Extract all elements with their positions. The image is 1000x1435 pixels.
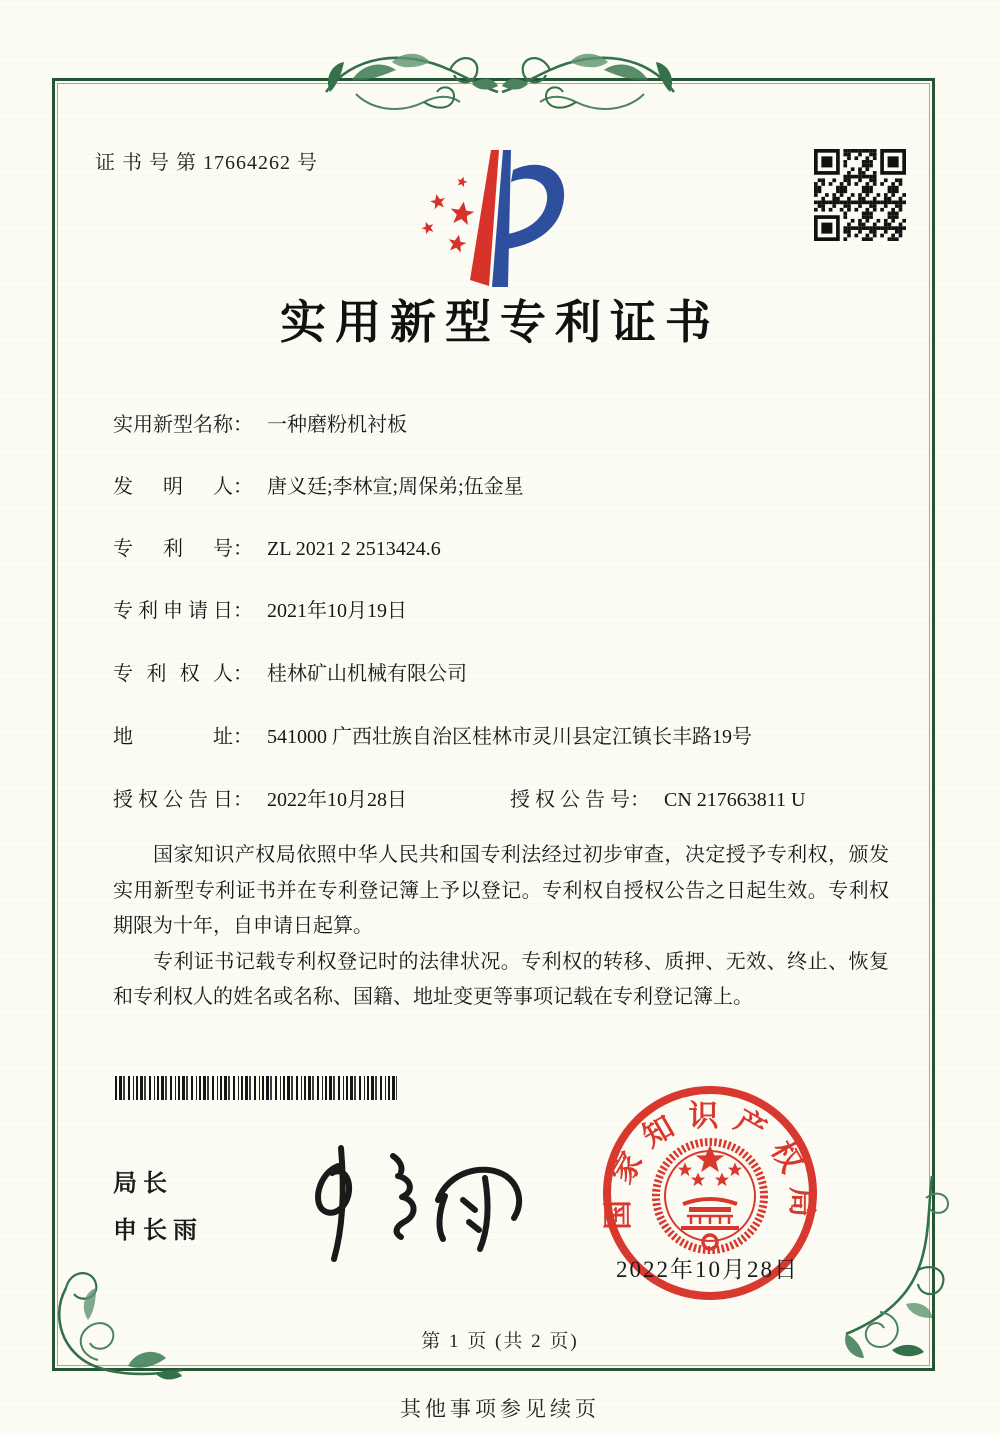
handwritten-signature-icon [262,1138,532,1266]
field-row-patentee: 专 利 权 人 ： 桂林矿山机械有限公司 [113,657,899,687]
field-label: 授 权 公 告 号 [510,789,630,811]
cnipa-patent-logo-icon [402,146,572,291]
field-label: 专 利 申 请 日 [113,600,233,622]
qr-code-icon [814,149,906,241]
field-label: 发 明 人 [113,476,233,498]
bottom-left-corner-ornament-icon [36,1262,186,1384]
director-block [113,1160,203,1254]
continuation-note: 其他事项参见续页 [400,1397,600,1421]
seal-date: 2022年10月28日 [616,1257,799,1282]
legal-paragraph-1: 国家知识产权局依照中华人民共和国专利法经过初步审查，决定授予专利权，颁发实用新型专利证书并在专利登记簿上予以登记。专利权自授权公告之日起生效。专利权期限为十年，自申请日起算。 [113,844,889,937]
field-value: 2021年10月19日 [267,600,407,622]
legal-text [113,838,889,1016]
field-value: 541000 广西壮族自治区桂林市灵川县定江镇长丰路19号 [267,726,752,748]
barcode-icon [115,1076,397,1100]
grant-number-pair: 授 权 公 告 号 ： CN 217663811 U [510,783,805,812]
field-row-filing-date: 专 利 申 请 日 ： 2021年10月19日 [113,594,899,624]
field-row-grant: 授 权 公 告 日 ： 2022年10月28日 授 权 公 告 号 ： CN 217663811 U [113,783,899,813]
field-row-patent-no: 专 利 号 ： ZL 2021 2 2513424.6 [113,532,899,562]
director-title: 局长 [113,1170,173,1197]
field-label: 地 址 [113,726,233,748]
field-label: 专 利 号 [113,538,233,560]
page-number: 第 1 页 (共 2 页) [421,1331,579,1352]
top-border-ornament-icon [322,40,678,126]
field-value: CN 217663811 U [664,789,806,811]
seal-text: 国家知识产权局 [601,1100,819,1231]
field-value: 桂林矿山机械有限公司 [267,663,467,685]
field-row-address: 地 址 ： 541000 广西壮族自治区桂林市灵川县定江镇长丰路19号 [113,720,899,750]
field-value: ZL 2021 2 2513424.6 [267,538,441,560]
field-row-inventors: 发 明 人 ： 唐义廷;李林宣;周保弟;伍金星 [113,470,899,500]
certificate-title: 实用新型专利证书 [280,297,720,348]
director-name: 申长雨 [113,1217,203,1244]
field-value: 一种磨粉机衬板 [267,414,407,436]
field-label: 实 用 新 型 名 称 [113,414,233,436]
legal-paragraph-2: 专利证书记载专利权登记时的法律状况。专利权的转移、质押、无效、终止、恢复和专利权人的姓名或名称、国籍、地址变更等事项记载在专利登记簿上。 [113,950,889,1008]
field-row-name: 实 用 新 型 名 称 ： 一种磨粉机衬板 [113,408,899,438]
field-value: 2022年10月28日 [267,789,407,811]
field-label: 专 利 权 人 [113,663,233,685]
certificate-number: 证 书 号 第 17664262 号 [95,152,318,174]
field-value: 唐义廷;李林宣;周保弟;伍金星 [267,476,524,498]
field-label: 授 权 公 告 日 [113,789,233,811]
